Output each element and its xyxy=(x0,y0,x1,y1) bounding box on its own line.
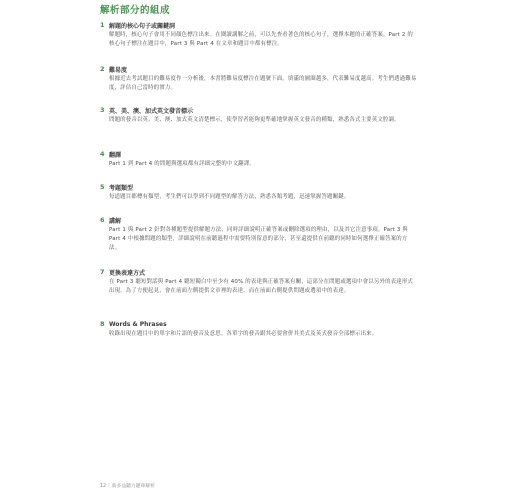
section-number: 8 xyxy=(100,320,105,328)
page-footer xyxy=(100,482,155,489)
section-4 xyxy=(100,149,418,169)
section-title: 考題類型 xyxy=(109,184,134,192)
section-8 xyxy=(100,319,418,339)
section-number: 5 xyxy=(100,183,105,191)
section-body: 根據近去考試題目的難易度作一分析後，本書將難易度標注在題號下面。填滿的圖圈越多，代表難易度越高。考生們透過難易度，評估自己當時的實力。 xyxy=(109,76,417,91)
section-body: 收錄出現在題目中的單字和片語的發音及意思。各單字的發音跟其必要會併其美式及英式發音全部標示出來。 xyxy=(109,331,378,337)
section-body: Part 1 到 Part 4 的問題與選項都有詳細完整的中文翻譯。 xyxy=(109,161,255,167)
section-title: 翻譯 xyxy=(109,151,122,159)
section-3 xyxy=(100,105,418,125)
section-title: Words & Phrases xyxy=(109,320,167,328)
section-number: 3 xyxy=(100,106,105,114)
section-number: 2 xyxy=(100,65,105,73)
section-number: 1 xyxy=(100,21,105,29)
section-title: 更換表達方式 xyxy=(109,269,146,277)
section-body: 解題時，核心句子會用不同顏色標注出來。在閱讀講解之前，可以先查看著色的核心句子，選擇本題的正確答案。Part 2 的核心句子標注在題目中，Part 3 與 Part 4 在文章和題目中都有標注。 xyxy=(109,32,414,47)
book-title: 新多益聽力題庫解析 xyxy=(111,484,155,489)
section-title: 講解 xyxy=(109,217,122,225)
section-title: 難易度 xyxy=(109,66,128,74)
section-1 xyxy=(100,20,418,49)
section-6 xyxy=(100,215,418,253)
section-body: 在 Part 3 聽短對話與 Part 4 聽短獨白中至少有 40% 的表達與正確答案有關，這部分在問題或選項中會以另外的表達形式出現。為了方便起見，會在前面左側提供文章裡的表達，而在前面右側提供問題或選項中的表達。 xyxy=(109,279,414,294)
section-5 xyxy=(100,182,418,202)
section-body: 每道題目都標有類型，考生們可以學到不同題型的解答方法，熟悉各類考題，迅速掌握答題關鍵。 xyxy=(109,194,350,200)
page-number: 12 xyxy=(100,484,107,489)
section-7 xyxy=(100,267,418,296)
section-title: 英、美、澳、加式英文發音標示 xyxy=(109,107,194,115)
section-body: 問題的發音以英、美、澳、加式英文清楚標示，使學習者能夠更準確地掌握英文發音的種類，熟悉各式主要英文腔調。 xyxy=(109,117,400,123)
section-body: Part 1 與 Part 2 針對各種題型提供解題方法，同時詳細說明正確答案或刪除選項的理由，以及其它注意事項。Part 3 與 Part 4 中根據問題的類型，詳細說明在前聽過程中需要特別留意的部分，甚至還提供在前聽的同時如何選擇正確答案的方法。 xyxy=(109,227,409,251)
section-number: 7 xyxy=(100,268,105,276)
section-title: 解題的核心句子或關鍵詞 xyxy=(109,22,176,30)
section-2 xyxy=(100,64,418,93)
page-title: 解析部分的組成 xyxy=(100,5,171,16)
footer-separator: | xyxy=(108,484,110,489)
section-number: 4 xyxy=(100,150,105,158)
section-number: 6 xyxy=(100,216,105,224)
